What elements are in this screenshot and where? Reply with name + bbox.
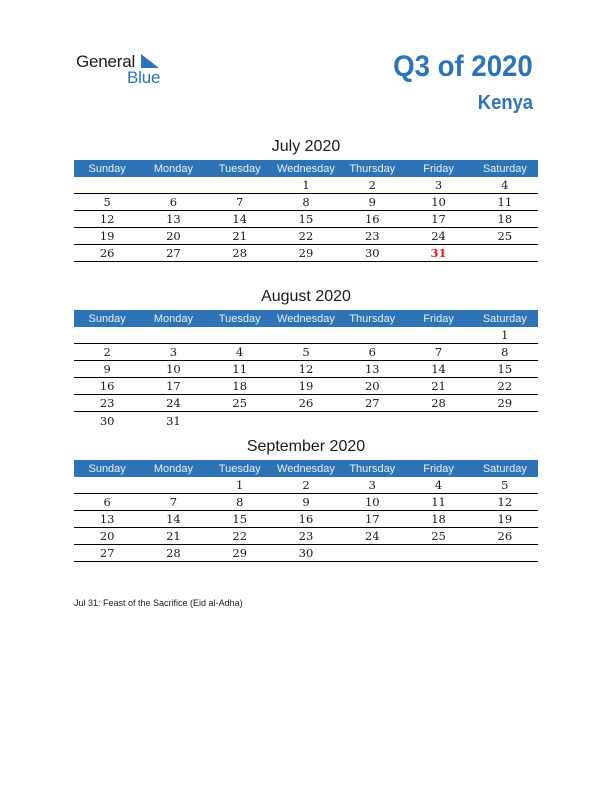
- week-row: [74, 494, 538, 511]
- day-cell: 22: [298, 229, 314, 243]
- day-cell: 25: [431, 529, 446, 543]
- day-cell: 8: [501, 345, 509, 359]
- week-row: [74, 211, 538, 228]
- day-cell: 7: [169, 495, 178, 509]
- weekday-label: Saturday: [482, 462, 527, 475]
- week-row: [74, 344, 538, 361]
- weekday-header: [74, 160, 538, 177]
- weekday-label: Friday: [423, 312, 454, 325]
- day-cell: 6: [169, 195, 178, 209]
- day-cell: 12: [99, 212, 115, 226]
- day-cell: 18: [497, 212, 513, 226]
- day-cell: 2: [368, 178, 376, 192]
- day-cell: 15: [232, 512, 248, 526]
- weekday-label: Monday: [153, 312, 193, 325]
- day-cell: 30: [364, 246, 380, 260]
- week-row: [74, 412, 538, 429]
- month-title: August 2020: [261, 288, 351, 305]
- day-cell: 28: [232, 246, 248, 260]
- day-cell: 3: [169, 345, 178, 359]
- day-cell: 4: [434, 478, 443, 492]
- day-cell: 26: [497, 529, 513, 543]
- day-cell: 18: [232, 379, 248, 393]
- day-cell: 28: [431, 396, 446, 410]
- day-cell: 31: [430, 246, 447, 260]
- month-july: [74, 136, 538, 262]
- month-september: [74, 436, 538, 562]
- day-cell: 9: [368, 195, 376, 209]
- weekday-label: Tuesday: [218, 312, 261, 325]
- day-cell: 18: [431, 512, 446, 526]
- week-row: [74, 378, 538, 395]
- weekday-label: Tuesday: [218, 462, 261, 475]
- day-cell: 1: [236, 478, 244, 492]
- day-cell: 4: [236, 345, 244, 359]
- day-cell: 13: [166, 212, 181, 226]
- day-cell: 21: [166, 529, 181, 543]
- month-title: July 2020: [271, 138, 341, 155]
- day-cell: 19: [497, 512, 513, 526]
- day-cell: 7: [236, 195, 244, 209]
- day-cell: 11: [431, 495, 446, 509]
- week-row: [74, 545, 538, 562]
- holiday-footnote: Jul 31: Feast of the Sacrifice (Eid al-Adha): [74, 598, 243, 608]
- day-cell: 22: [232, 529, 248, 543]
- day-cell: 3: [434, 178, 443, 192]
- weekday-label: Friday: [423, 462, 454, 475]
- day-cell: 1: [501, 328, 509, 342]
- week-row: [74, 511, 538, 528]
- day-cell: 23: [99, 396, 115, 410]
- day-cell: 20: [364, 379, 380, 393]
- week-row: [74, 477, 538, 494]
- weekday-label: Monday: [153, 462, 193, 475]
- day-cell: 10: [431, 195, 446, 209]
- weeks: [74, 177, 538, 262]
- page-title: Q3 of 2020: [393, 50, 533, 83]
- weekday-label: Sunday: [88, 462, 126, 475]
- day-cell: 1: [302, 178, 310, 192]
- day-cell: 31: [166, 413, 181, 428]
- day-cell: 19: [298, 379, 314, 393]
- day-cell: 9: [103, 362, 111, 376]
- month-title: September 2020: [246, 438, 366, 455]
- day-cell: 16: [298, 512, 314, 526]
- week-row: [74, 528, 538, 545]
- logo-triangle-icon: [141, 54, 159, 68]
- day-cell: 5: [501, 478, 509, 492]
- day-cell: 19: [99, 229, 115, 243]
- weekday-label: Friday: [423, 162, 454, 175]
- day-cell: 16: [364, 212, 380, 226]
- weekday-label: Thursday: [349, 162, 396, 175]
- day-cell: 10: [166, 362, 181, 376]
- day-cell: 29: [298, 246, 314, 260]
- day-cell: 20: [99, 529, 115, 543]
- day-cell: 5: [103, 195, 111, 209]
- day-cell: 30: [298, 546, 314, 560]
- day-cell: 17: [364, 512, 380, 526]
- day-cell: 2: [103, 345, 111, 359]
- week-row: [74, 395, 538, 412]
- day-cell: 2: [302, 478, 310, 492]
- weekday-label: Wednesday: [277, 162, 335, 175]
- day-cell: 8: [236, 495, 244, 509]
- day-cell: 17: [431, 212, 446, 226]
- day-cell: 21: [431, 379, 446, 393]
- week-row: [74, 361, 538, 378]
- day-cell: 26: [99, 246, 115, 260]
- day-cell: 23: [364, 229, 380, 243]
- weekday-label: Wednesday: [277, 312, 335, 325]
- day-cell: 11: [232, 362, 248, 376]
- day-cell: 28: [166, 546, 181, 560]
- weekday-label: Monday: [153, 162, 193, 175]
- day-cell: 24: [166, 396, 181, 410]
- day-cell: 6: [368, 345, 376, 359]
- week-row: [74, 245, 538, 262]
- week-row: [74, 177, 538, 194]
- day-cell: 11: [497, 195, 513, 209]
- day-cell: 17: [166, 379, 181, 393]
- day-cell: 14: [232, 212, 248, 226]
- day-cell: 30: [99, 413, 115, 428]
- day-cell: 12: [497, 495, 513, 509]
- day-cell: 20: [166, 229, 181, 243]
- day-cell: 7: [434, 345, 443, 359]
- day-cell: 6: [103, 495, 111, 509]
- month-august: [74, 286, 538, 429]
- weekday-label: Saturday: [482, 162, 527, 175]
- weekday-header: [74, 460, 538, 477]
- day-cell: 8: [302, 195, 310, 209]
- day-cell: 27: [166, 246, 181, 260]
- day-cell: 13: [364, 362, 380, 376]
- day-cell: 29: [232, 546, 248, 560]
- day-cell: 25: [232, 396, 248, 410]
- day-cell: 27: [99, 546, 115, 560]
- country-name: Kenya: [477, 92, 533, 114]
- generalblue-logo: [76, 52, 176, 92]
- day-cell: 14: [166, 512, 181, 526]
- day-cell: 12: [298, 362, 314, 376]
- day-cell: 10: [364, 495, 380, 509]
- weekday-label: Sunday: [88, 162, 126, 175]
- day-cell: 16: [99, 379, 115, 393]
- week-row: [74, 327, 538, 344]
- day-cell: 4: [501, 178, 509, 192]
- weeks: [74, 477, 538, 562]
- weekday-label: Tuesday: [218, 162, 261, 175]
- weekday-label: Thursday: [349, 312, 396, 325]
- day-cell: 23: [298, 529, 314, 543]
- weekday-label: Wednesday: [277, 462, 335, 475]
- day-cell: 26: [298, 396, 314, 410]
- day-cell: 5: [302, 345, 310, 359]
- day-cell: 14: [431, 362, 446, 376]
- day-cell: 9: [302, 495, 310, 509]
- day-cell: 27: [364, 396, 380, 410]
- day-cell: 24: [364, 529, 380, 543]
- day-cell: 3: [368, 478, 376, 492]
- logo-text-general: General: [76, 52, 136, 71]
- day-cell: 21: [232, 229, 248, 243]
- day-cell: 22: [497, 379, 513, 393]
- day-cell: 29: [497, 396, 513, 410]
- weekday-label: Sunday: [88, 312, 126, 325]
- day-cell: 15: [497, 362, 513, 376]
- day-cell: 13: [99, 512, 115, 526]
- week-row: [74, 228, 538, 245]
- day-cell: 15: [298, 212, 314, 226]
- week-row: [74, 194, 538, 211]
- weekday-label: Saturday: [482, 312, 527, 325]
- weekday-label: Thursday: [349, 462, 396, 475]
- weekday-header: [74, 310, 538, 327]
- weeks: [74, 327, 538, 429]
- logo-text-blue: Blue: [127, 68, 161, 87]
- day-cell: 24: [431, 229, 446, 243]
- day-cell: 25: [497, 229, 513, 243]
